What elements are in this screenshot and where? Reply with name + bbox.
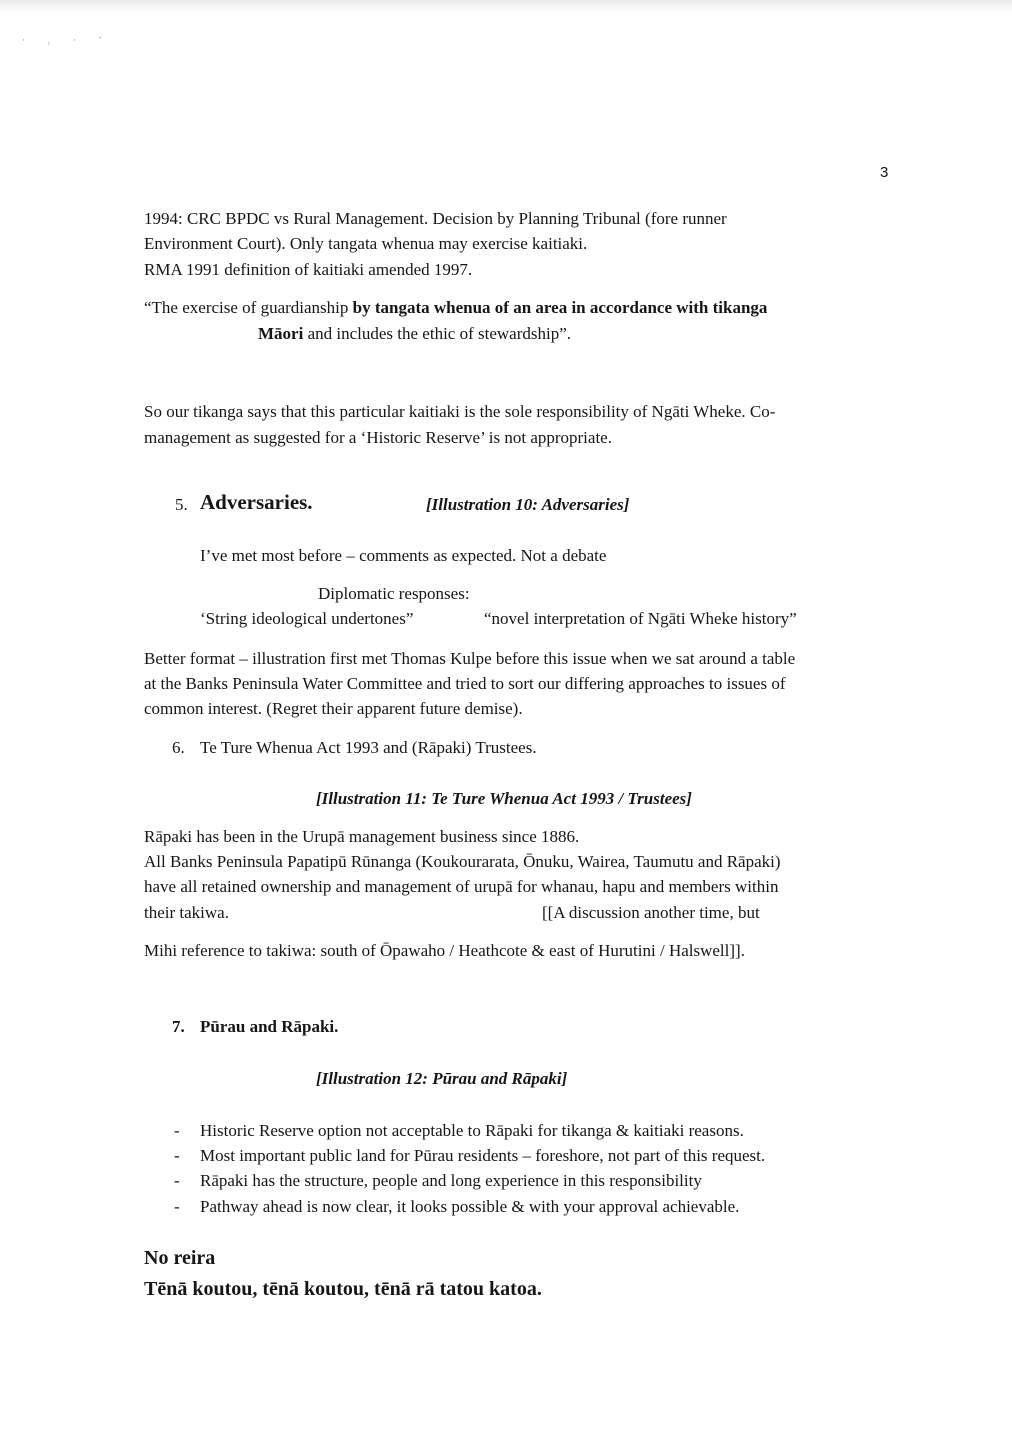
section-7-number: 7. xyxy=(172,1017,185,1036)
bullet-dash-3: - xyxy=(174,1171,180,1190)
section-6-number: 6. xyxy=(172,738,185,757)
section-7-title: Pūrau and Rāpaki. xyxy=(200,1017,339,1036)
section-5-para-line-2: at the Banks Peninsula Water Committee and tried to sort our differing approaches to issues of xyxy=(144,674,786,693)
quote-ideological: ‘String ideological undertones” xyxy=(200,609,414,628)
intro-line-2: Environment Court). Only tangata whenua may exercise kaitiaki. xyxy=(144,234,588,253)
section-6-para-line-4a: their takiwa. xyxy=(144,903,229,922)
quote-part-b: by tangata whenua of an area in accordance with tikanga xyxy=(352,298,768,317)
bullet-dash-4: - xyxy=(174,1197,180,1216)
definition-quote-line-1 xyxy=(144,295,767,320)
quote-part-a: “The exercise of guardianship xyxy=(144,298,353,317)
section-6-para-line-1: Rāpaki has been in the Urupā management business since 1886. xyxy=(144,827,580,846)
page-number: 3 xyxy=(880,164,889,181)
bullet-item-1: Historic Reserve option not acceptable to Rāpaki for tikanga & kaitiaki reasons. xyxy=(200,1121,744,1140)
bullet-item-4: Pathway ahead is now clear, it looks possible & with your approval achievable. xyxy=(200,1197,740,1216)
section-5-para-line-3: common interest. (Regret their apparent future demise). xyxy=(144,699,523,718)
definition-quote-line-2 xyxy=(258,321,571,346)
bullet-item-2: Most important public land for Pūrau residents – foreshore, not part of this request. xyxy=(200,1146,766,1165)
section-5-number: 5. xyxy=(175,495,188,514)
intro-line-3: RMA 1991 definition of kaitiaki amended 1997. xyxy=(144,260,473,279)
illustration-11-caption: [Illustration 11: Te Ture Whenua Act 1993 / Trustees] xyxy=(316,789,692,808)
bullet-dash-1: - xyxy=(174,1121,180,1140)
section-5-para-line-1: Better format – illustration first met Thomas Kulpe before this issue when we sat around a table xyxy=(144,649,796,668)
quote-part-d: and includes the ethic of stewardship”. xyxy=(303,324,571,343)
illustration-12-caption: [Illustration 12: Pūrau and Rāpaki] xyxy=(316,1069,568,1088)
closing-no-reira: No reira xyxy=(144,1247,216,1269)
intro-line-1: 1994: CRC BPDC vs Rural Management. Decision by Planning Tribunal (fore runner xyxy=(144,209,727,228)
section-6-para-line-2: All Banks Peninsula Papatipū Rūnanga (Koukourarata, Ōnuku, Wairea, Taumutu and Rāpaki) xyxy=(144,852,781,871)
section-6-title: Te Ture Whenua Act 1993 and (Rāpaki) Trustees. xyxy=(200,738,537,757)
illustration-10-caption: [Illustration 10: Adversaries] xyxy=(426,495,630,514)
closing-greeting: Tēnā koutou, tēnā koutou, tēnā rā tatou katoa. xyxy=(144,1278,542,1300)
section-5-title: Adversaries. xyxy=(200,490,313,514)
tikanga-line-1: So our tikanga says that this particular kaitiaki is the sole responsibility of Ngāti Wheke. Co- xyxy=(144,402,776,421)
diplomatic-responses-label: Diplomatic responses: xyxy=(318,584,470,603)
section-6-para-line-5: Mihi reference to takiwa: south of Ōpawaho / Heathcote & east of Hurutini / Halswell]]. xyxy=(144,941,745,960)
quote-part-c: Māori xyxy=(258,324,304,343)
section-5-met: I’ve met most before – comments as expected. Not a debate xyxy=(200,546,607,565)
quote-novel-interpretation: “novel interpretation of Ngāti Wheke history” xyxy=(484,609,797,628)
bullet-dash-2: - xyxy=(174,1146,180,1165)
tikanga-line-2: management as suggested for a ‘Historic Reserve’ is not appropriate. xyxy=(144,428,612,447)
bullet-item-3: Rāpaki has the structure, people and long experience in this responsibility xyxy=(200,1171,702,1190)
scan-specks: · ˌ · ʻ xyxy=(22,36,112,46)
scan-top-edge xyxy=(0,0,1012,12)
section-6-para-line-3: have all retained ownership and management of urupā for whanau, hapu and members within xyxy=(144,877,779,896)
section-6-para-line-4b: [[A discussion another time, but xyxy=(542,903,760,922)
